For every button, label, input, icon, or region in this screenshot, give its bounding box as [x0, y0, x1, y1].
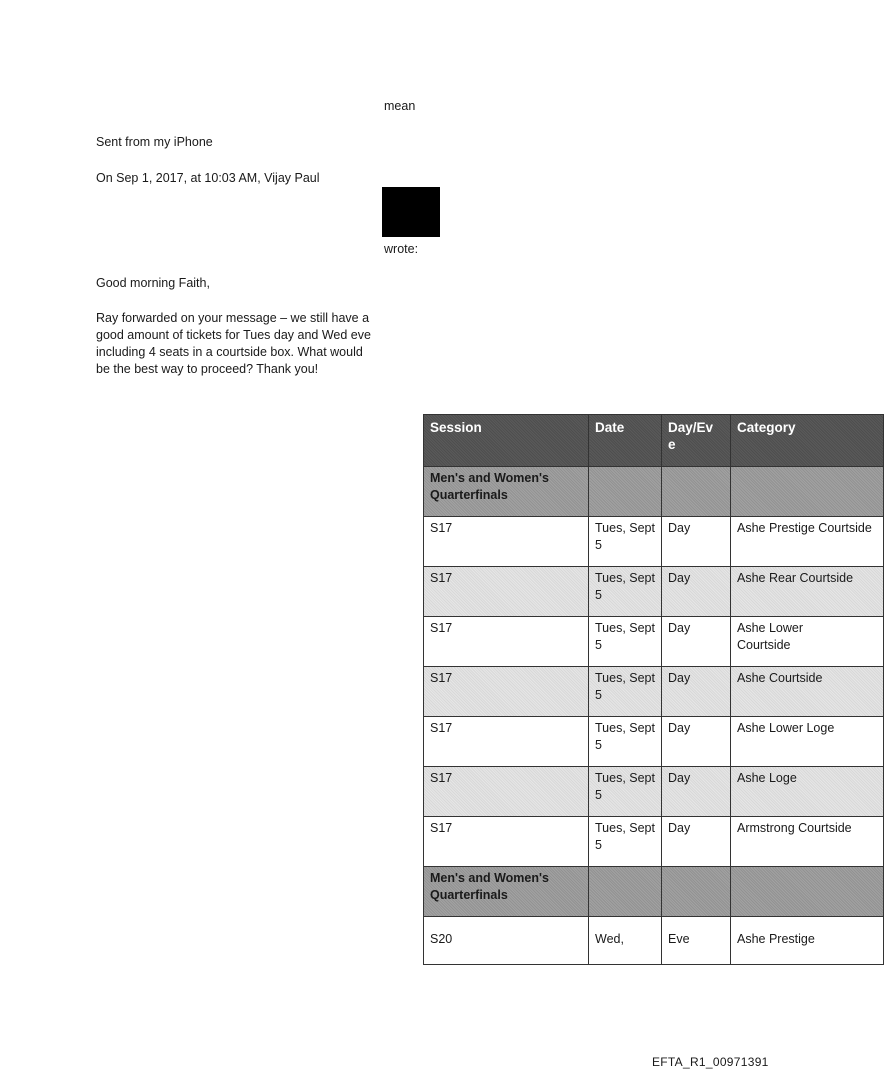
cell-dayeve: Day — [662, 667, 731, 717]
cell-date: Tues, Sept 5 — [589, 767, 662, 817]
section-empty-cell — [662, 467, 731, 517]
quote-wrote: wrote: — [384, 242, 419, 256]
cell-session: S17 — [424, 767, 589, 817]
section-empty-cell — [731, 867, 884, 917]
ticket-table-container — [423, 414, 872, 962]
table-row — [424, 667, 884, 717]
quote-header: On Sep 1, 2017, at 10:03 AM, Vijay Paul — [96, 171, 320, 185]
table-row — [424, 517, 884, 567]
cell-session: S17 — [424, 817, 589, 867]
cell-dayeve: Day — [662, 817, 731, 867]
cell-date: Tues, Sept 5 — [589, 617, 662, 667]
table-row — [424, 717, 884, 767]
cell-dayeve: Day — [662, 617, 731, 667]
email-body-line: be the best way to proceed? Thank you! — [96, 362, 319, 376]
cell-category: Ashe Lower Courtside — [731, 617, 884, 667]
cell-session: S17 — [424, 567, 589, 617]
cell-category: Ashe Prestige Courtside — [731, 517, 884, 567]
cell-session: S17 — [424, 517, 589, 567]
cell-date: Wed, — [589, 917, 662, 965]
redaction-box — [382, 187, 440, 237]
cell-session: S17 — [424, 717, 589, 767]
section-label: Men's and Women's Quarterfinals — [424, 867, 589, 917]
email-body-line: Ray forwarded on your message – we still have a — [96, 311, 370, 325]
table-row — [424, 767, 884, 817]
cell-date: Tues, Sept 5 — [589, 817, 662, 867]
cell-dayeve: Eve — [662, 917, 731, 965]
email-greeting: Good morning Faith, — [96, 276, 210, 290]
table-row — [424, 617, 884, 667]
cell-category: Ashe Lower Loge — [731, 717, 884, 767]
email-body-line: good amount of tickets for Tues day and Wed eve — [96, 328, 371, 342]
cell-session: S20 — [424, 917, 589, 965]
table-row — [424, 567, 884, 617]
section-empty-cell — [589, 867, 662, 917]
section-empty-cell — [731, 467, 884, 517]
cell-dayeve: Day — [662, 767, 731, 817]
table-section-row — [424, 867, 884, 917]
cell-date: Tues, Sept 5 — [589, 667, 662, 717]
header-dayeve: Day/Ev e — [662, 415, 731, 467]
document-id: EFTA_R1_00971391 — [652, 1055, 769, 1069]
section-empty-cell — [662, 867, 731, 917]
cell-dayeve: Day — [662, 567, 731, 617]
cell-dayeve: Day — [662, 517, 731, 567]
table-row — [424, 917, 884, 965]
header-date: Date — [589, 415, 662, 467]
cell-date: Tues, Sept 5 — [589, 717, 662, 767]
header-session: Session — [424, 415, 589, 467]
section-empty-cell — [589, 467, 662, 517]
header-category: Category — [731, 415, 884, 467]
email-fragment: mean — [384, 99, 416, 113]
cell-category: Ashe Courtside — [731, 667, 884, 717]
table-header-row — [424, 415, 884, 467]
email-body — [96, 310, 396, 378]
cell-category: Ashe Prestige — [731, 917, 884, 965]
cell-session: S17 — [424, 667, 589, 717]
cell-dayeve: Day — [662, 717, 731, 767]
table-section-row — [424, 467, 884, 517]
cell-category: Armstrong Courtside — [731, 817, 884, 867]
section-label: Men's and Women's Quarterfinals — [424, 467, 589, 517]
ticket-table — [423, 414, 884, 965]
cell-date: Tues, Sept 5 — [589, 567, 662, 617]
cell-date: Tues, Sept 5 — [589, 517, 662, 567]
cell-session: S17 — [424, 617, 589, 667]
email-signature: Sent from my iPhone — [96, 135, 213, 149]
cell-category: Ashe Loge — [731, 767, 884, 817]
table-row — [424, 817, 884, 867]
email-body-line: including 4 seats in a courtside box. What would — [96, 345, 363, 359]
cell-category: Ashe Rear Courtside — [731, 567, 884, 617]
